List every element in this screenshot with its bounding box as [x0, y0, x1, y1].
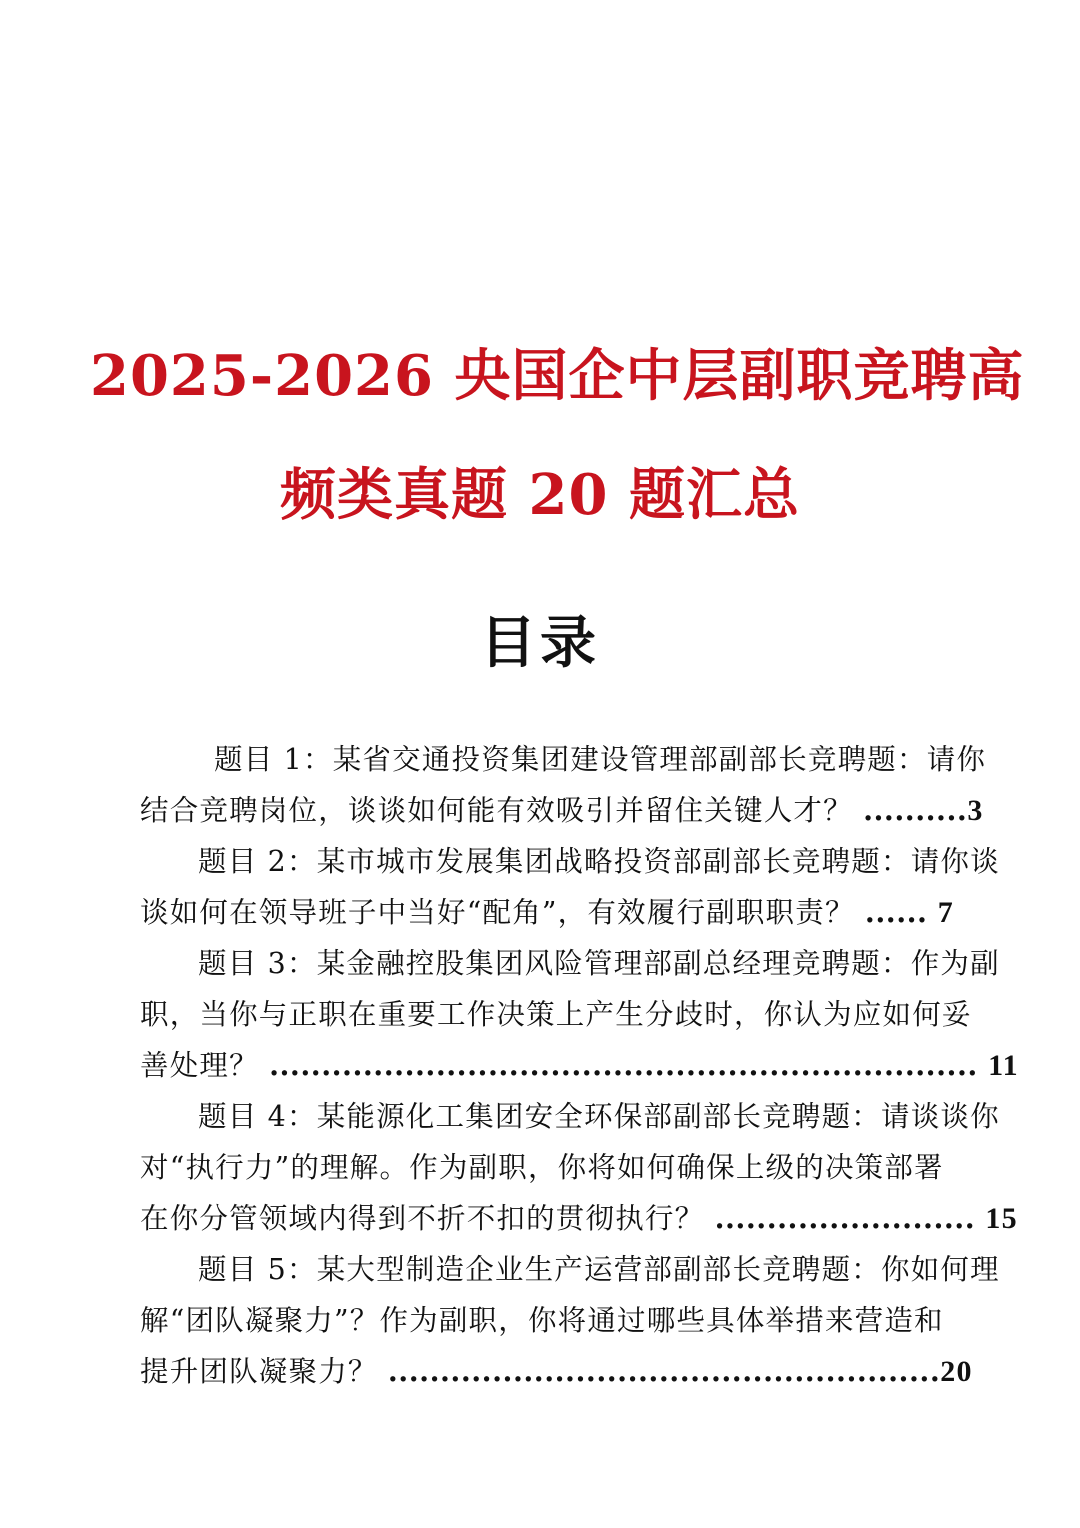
toc-item-last-line [140, 887, 970, 938]
toc-item[interactable] [140, 734, 987, 836]
toc-item-text-line: 题目 4：某能源化工集团安全环保部副部长竞聘题：请谈谈你 [198, 1100, 1000, 1133]
toc-item-text-line: 结合竞聘岗位，谈谈如何能有效吸引并留住关键人才？ [140, 794, 853, 827]
toc-leader-dots: .......... [863, 793, 968, 827]
toc-item-text-line: 善处理？ [140, 1049, 259, 1082]
toc-item-text-line: 职，当你与正职在重要工作决策上产生分歧时，你认为应如何妥 [140, 998, 972, 1031]
toc-item-text-line: 题目 2：某市城市发展集团战略投资部副部长竞聘题：请你谈 [198, 845, 1000, 878]
toc-item[interactable] [140, 938, 1019, 1091]
document-title-line-1: 2025-2026 央国企中层副职竞聘高 [90, 343, 1025, 409]
toc-leader-dots: ...... [864, 895, 928, 929]
toc-page-number: 3 [967, 794, 984, 827]
toc-leader-dots: ......................... [714, 1201, 976, 1235]
table-of-contents [140, 734, 1019, 1397]
toc-leader-dots: ..................................................... [387, 1354, 941, 1388]
toc-page-number: 15 [985, 1202, 1018, 1235]
toc-heading: 目录 [480, 610, 600, 676]
toc-item[interactable] [140, 1091, 1018, 1244]
toc-item-text-line: 在你分管领域内得到不折不扣的贯彻执行？ [140, 1202, 705, 1235]
toc-item[interactable] [140, 836, 1000, 938]
toc-item-last-line [140, 1346, 973, 1397]
toc-leader-dots: .................................................................... [269, 1048, 978, 1082]
toc-page-number: 7 [937, 896, 954, 929]
toc-item-text-line: 提升团队凝聚力？ [140, 1355, 378, 1388]
toc-item-text-line: 谈如何在领导班子中当好“配角”，有效履行副职职责？ [140, 896, 855, 929]
toc-item-last-line [140, 785, 984, 836]
document-title-line-2: 频类真题 20 题汇总 [280, 462, 800, 528]
toc-page-number: 20 [940, 1355, 973, 1388]
toc-page-number: 11 [988, 1049, 1019, 1082]
toc-item[interactable] [140, 1244, 1000, 1397]
toc-item-text-line: 题目 1：某省交通投资集团建设管理部副部长竞聘题：请你 [214, 743, 987, 776]
toc-item-text-line: 题目 5：某大型制造企业生产运营部副部长竞聘题：你如何理 [198, 1253, 1000, 1286]
toc-item-last-line [140, 1040, 1019, 1091]
toc-item-text-line: 对“执行力”的理解。作为副职，你将如何确保上级的决策部署 [140, 1151, 944, 1184]
toc-item-text-line: 解“团队凝聚力”？作为副职，你将通过哪些具体举措来营造和 [140, 1304, 944, 1337]
toc-item-last-line [140, 1193, 1018, 1244]
toc-item-text-line: 题目 3：某金融控股集团风险管理部副总经理竞聘题：作为副 [198, 947, 1000, 980]
